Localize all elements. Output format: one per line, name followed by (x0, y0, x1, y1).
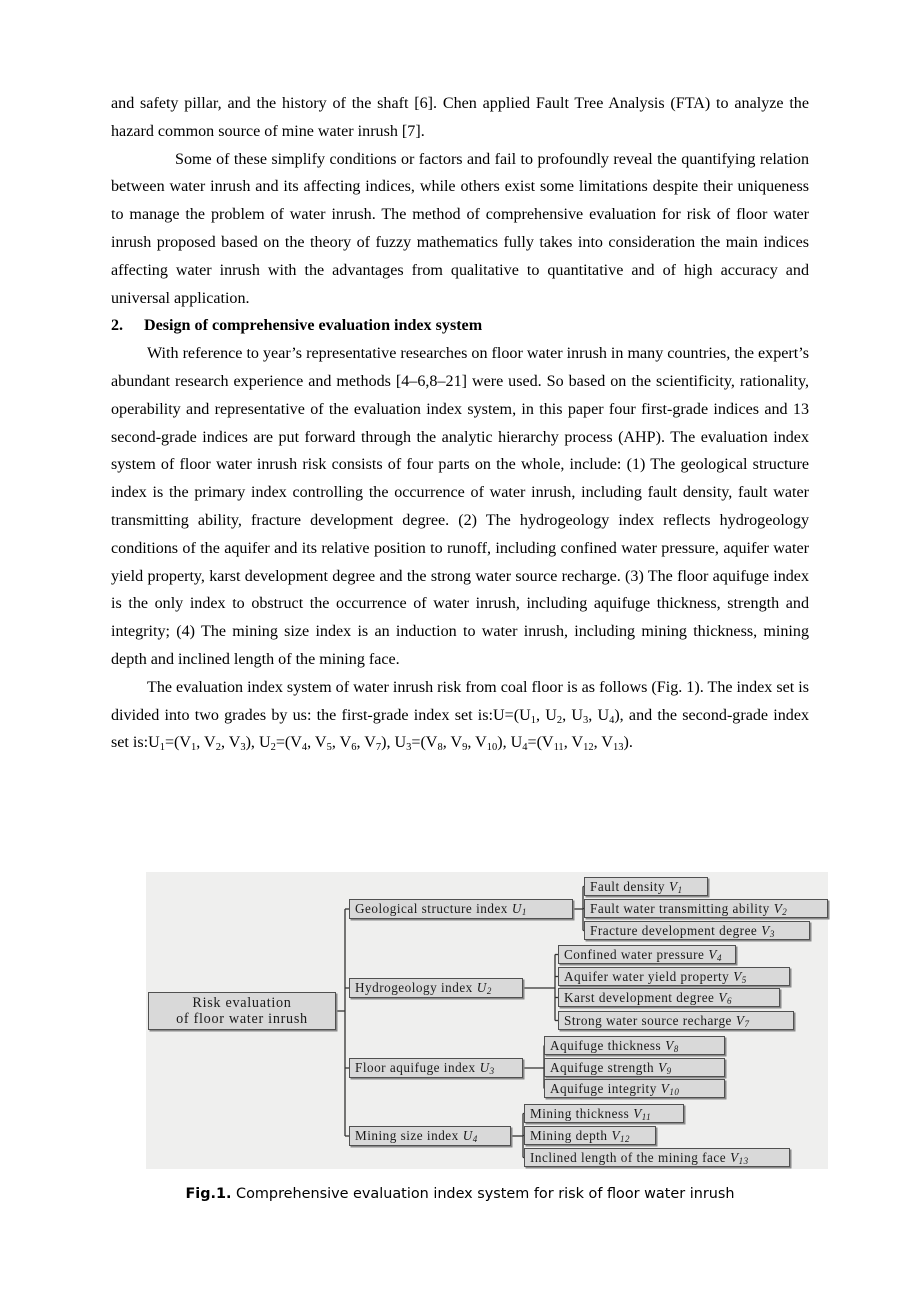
leaf-node-v7: Strong water source recharge $V_7$ (558, 1011, 794, 1030)
leaf-node-v11: Mining thickness $V_{11}$ (524, 1104, 684, 1123)
leaf-node-v6: Karst development degree $V_6$ (558, 988, 780, 1007)
leaf-node-v3: Fracture development degree $V_3$ (584, 921, 810, 940)
caption-label: Fig.1. (185, 1186, 232, 1202)
paragraph-3: With reference to year’s representative researches on floor water inrush in many countries, the expert’s abundant research experience and methods [4–6,8–21] were used. So based on the scientificity, rationality, operability and representative of the evaluation index system, in this paper four first-grade indices and 13 second-grade indices are put forward through the analytic hierarchy process (AHP). The evaluation index system of floor water inrush risk consists of four parts on the whole, include: (1) The geological structure index is the primary index controlling the occurrence of water inrush, including fault density, fault water transmitting ability, fracture development degree. (2) The hydrogeology index reflects hydrogeology conditions of the aquifer and its relative position to runoff, including confined water pressure, aquifer water yield property, karst development degree and the strong water source recharge. (3) The floor aquifuge index is the only index to obstruct the occurrence of water inrush, including aquifuge thickness, strength and integrity; (4) The mining size index is an induction to water inrush, including mining thickness, mining depth and inclined length of the mining face. (111, 345, 809, 668)
section-number: 2. (111, 317, 124, 335)
group-node-aquifuge: Floor aquifuge index $U_3$ (349, 1058, 523, 1078)
paragraph-2: Some of these simplify conditions or factors and fail to profoundly reveal the quantifying relation between water inrush and its affecting indices, while others exist some limitations despite their uniqueness to manage the problem of water inrush. The method of comprehensive evaluation for risk of floor water inrush proposed based on the theory of fuzzy mathematics fully takes into consideration the main indices affecting water inrush with the advantages from qualitative to quantitative and of high accuracy and universal application. (111, 150, 809, 307)
leaf-node-v10: Aquifuge integrity $V_{10}$ (544, 1079, 725, 1098)
leaf-node-v4: Confined water pressure $V_4$ (558, 945, 736, 964)
leaf-node-v12: Mining depth $V_{12}$ (524, 1126, 656, 1145)
page-body (111, 90, 809, 757)
leaf-node-v9: Aquifuge strength $V_9$ (544, 1058, 725, 1077)
section-heading (111, 312, 809, 340)
section-title: Design of comprehensive evaluation index system (144, 317, 483, 335)
paragraph-1: and safety pillar, and the history of the shaft [6]. Chen applied Fault Tree Analysis (FTA) to analyze the hazard common source of mine water inrush [7]. (111, 95, 809, 140)
caption-text: Comprehensive evaluation index system for risk of floor water inrush (231, 1186, 735, 1202)
leaf-node-v13: Inclined length of the mining face $V_{13}$ (524, 1148, 790, 1167)
leaf-node-v1: Fault density $V_1$ (584, 877, 708, 896)
group-node-geological: Geological structure index $U_1$ (349, 899, 573, 919)
paragraph-4: The evaluation index system of water inrush risk from coal floor is as follows (Fig. 1). The index set is divided into two grades by us: the first-grade index set $is:U=(U_1$, $U_2$, $U_3$, $U_4$), and the second-grade index set $is:U_1=(V_1$, $V_2$, $V_3$), $U_2=(V_4$, $V_5$, $V_6$, $V_7$), $U_3=(V_8$, $V_9$, $V_{10}$), $U_4=(V_{11}$, $V_{12}$, $V_{13}$). (111, 678, 810, 754)
index-system-diagram (146, 872, 828, 1169)
leaf-node-v2: Fault water transmitting ability $V_2$ (584, 899, 828, 918)
group-node-mining: Mining size index $U_4$ (349, 1126, 511, 1146)
root-node: Risk evaluation of floor water inrush (148, 992, 336, 1030)
group-node-hydrogeology: Hydrogeology index $U_2$ (349, 978, 523, 998)
leaf-node-v8: Aquifuge thickness $V_8$ (544, 1036, 725, 1055)
figure-caption (0, 1186, 920, 1202)
leaf-node-v5: Aquifer water yield property $V_5$ (558, 967, 790, 986)
